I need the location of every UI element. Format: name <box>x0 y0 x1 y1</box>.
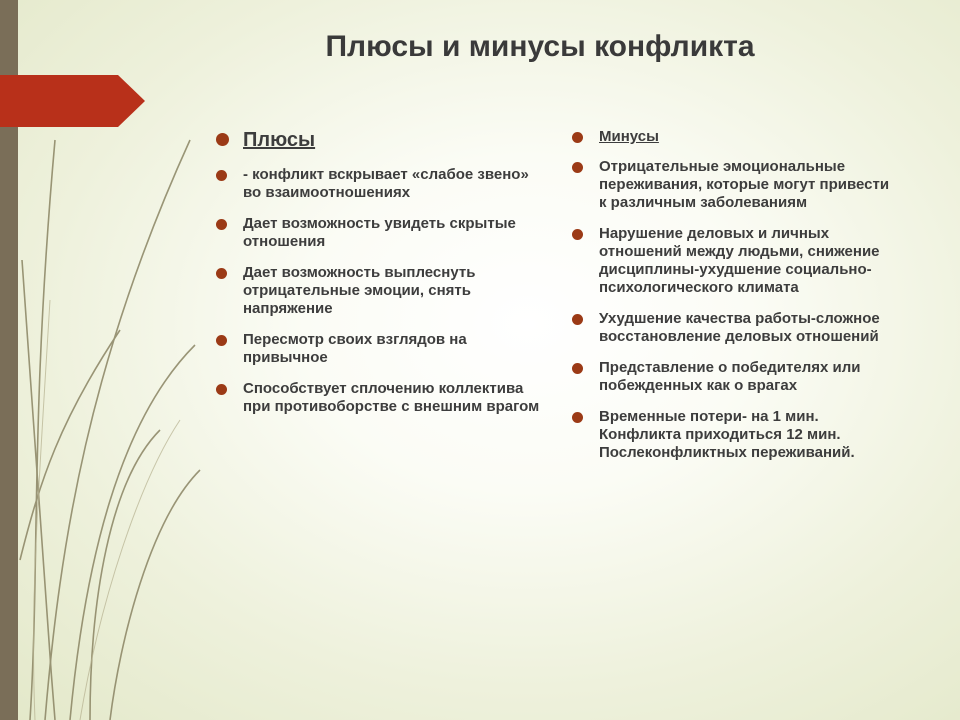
bullet-icon <box>572 229 583 240</box>
bullet-icon <box>216 133 229 146</box>
bullet-icon <box>216 335 227 346</box>
pros-item: Дает возможность увидеть скрытые отношения <box>214 215 544 251</box>
pros-item: - конфликт вскрывает «слабое звено» во взаимоотношениях <box>214 166 544 202</box>
bullet-icon <box>216 268 227 279</box>
pros-item: Пересмотр своих взглядов на привычное <box>214 331 544 367</box>
cons-item: Временные потери- на 1 мин. Конфликта приходиться 12 мин. Послеконфликтных переживаний. <box>570 408 900 462</box>
bullet-icon <box>572 314 583 325</box>
bullet-icon <box>216 219 227 230</box>
cons-heading: Минусы <box>570 128 900 146</box>
bullet-icon <box>216 384 227 395</box>
cons-column <box>570 128 900 475</box>
bullet-icon <box>572 132 583 143</box>
cons-item: Отрицательные эмоциональные переживания, которые могут привести к различным заболеваниям <box>570 158 900 212</box>
pros-item: Дает возможность выплеснуть отрицательные эмоции, снять напряжение <box>214 264 544 318</box>
pros-heading: Плюсы <box>214 128 544 152</box>
cons-item: Ухудшение качества работы-сложное восстановление деловых отношений <box>570 310 900 346</box>
cons-item: Нарушение деловых и личных отношений между людьми, снижение дисциплины-ухудшение социально-психологического климата <box>570 225 900 297</box>
bullet-icon <box>572 412 583 423</box>
bullet-icon <box>216 170 227 181</box>
bullet-icon <box>572 162 583 173</box>
pros-column <box>214 128 544 429</box>
slide-title: Плюсы и минусы конфликта <box>325 30 755 63</box>
accent-arrow-tab <box>0 75 145 127</box>
bullet-icon <box>572 363 583 374</box>
cons-item: Представление о победителях или побежденных как о врагах <box>570 359 900 395</box>
pros-item: Способствует сплочению коллектива при противоборстве с внешним врагом <box>214 380 544 416</box>
